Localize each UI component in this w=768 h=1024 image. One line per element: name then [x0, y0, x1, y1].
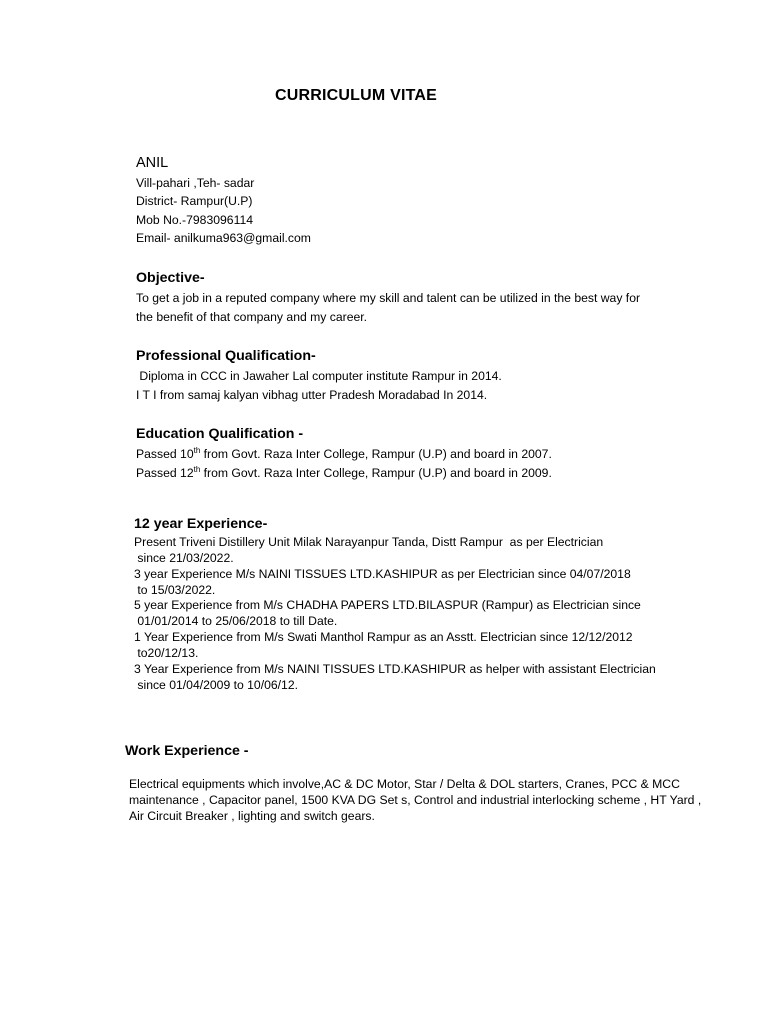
experience-line: to20/12/13. — [134, 646, 199, 660]
work-experience-heading: Work Experience - — [125, 743, 249, 759]
experience-line: since 01/04/2009 to 10/06/12. — [134, 678, 298, 692]
email-line: Email- anilkuma963@gmail.com — [136, 231, 311, 245]
address-line: Vill-pahari ,Teh- sadar — [136, 176, 255, 190]
experience-line: 01/01/2014 to 25/06/2018 to till Date. — [134, 614, 338, 628]
experience-heading: 12 year Experience- — [134, 516, 268, 532]
education-line: Passed 12th from Govt. Raza Inter College, Rampur (U.P) and board in 2009. — [136, 464, 552, 480]
education-line: Passed 10th from Govt. Raza Inter College, Rampur (U.P) and board in 2007. — [136, 445, 552, 461]
objective-line: the benefit of that company and my career. — [136, 310, 368, 324]
experience-line: to 15/03/2022. — [134, 583, 216, 597]
education-qualification-heading: Education Qualification - — [136, 426, 304, 442]
objective-line: To get a job in a reputed company where my skill and talent can be utilized in the best way for — [136, 291, 641, 305]
experience-line: 3 year Experience M/s NAINI TISSUES LTD.KASHIPUR as per Electrician since 04/07/2018 — [134, 567, 631, 581]
experience-line: 1 Year Experience from M/s Swati Manthol Rampur as an Asstt. Electrician since 12/12/2012 — [134, 630, 633, 644]
objective-heading: Objective- — [136, 270, 205, 286]
document-title: CURRICULUM VITAE — [275, 87, 438, 104]
work-experience-line: Air Circuit Breaker , lighting and switch gears. — [129, 809, 375, 823]
experience-line: Present Triveni Distillery Unit Milak Narayanpur Tanda, Distt Rampur as per Electrician — [134, 535, 604, 549]
professional-qualification-line: I T I from samaj kalyan vibhag utter Pradesh Moradabad In 2014. — [136, 388, 488, 402]
experience-line: 3 Year Experience from M/s NAINI TISSUES LTD.KASHIPUR as helper with assistant Electrician — [134, 662, 656, 676]
experience-line: 5 year Experience from M/s CHADHA PAPERS LTD.BILASPUR (Rampur) as Electrician since — [134, 598, 641, 612]
work-experience-line: Electrical equipments which involve,AC & DC Motor, Star / Delta & DOL starters, Cranes, PCC & MCC — [129, 777, 680, 791]
work-experience-line: maintenance , Capacitor panel, 1500 KVA DG Set s, Control and industrial interlocking scheme , HT Yard , — [129, 793, 702, 807]
district-line: District- Rampur(U.P) — [136, 194, 253, 208]
experience-line: since 21/03/2022. — [134, 551, 234, 565]
candidate-name: ANIL — [136, 155, 169, 171]
mobile-line: Mob No.-7983096114 — [136, 213, 253, 227]
professional-qualification-heading: Professional Qualification- — [136, 348, 316, 364]
professional-qualification-line: Diploma in CCC in Jawaher Lal computer institute Rampur in 2014. — [136, 369, 502, 383]
